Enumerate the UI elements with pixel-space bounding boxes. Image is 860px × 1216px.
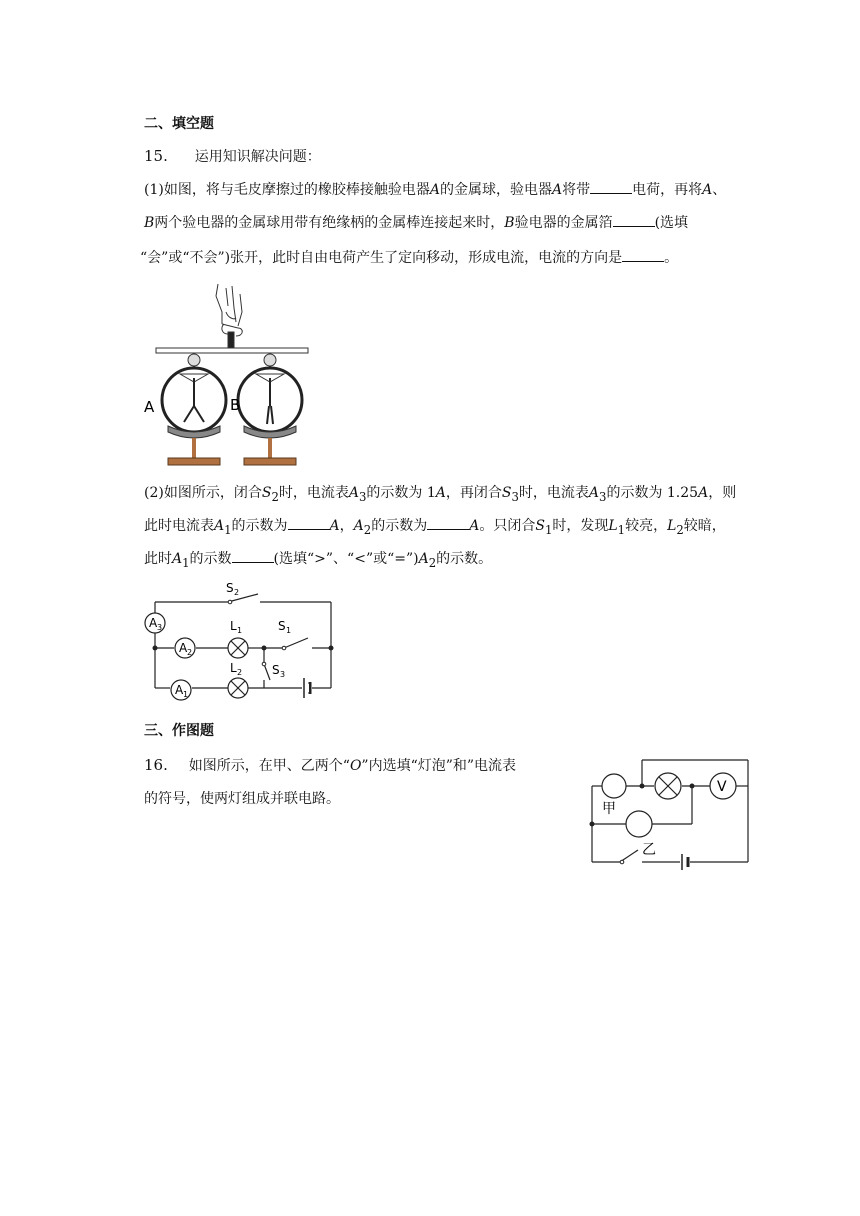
var: A: [172, 551, 183, 567]
answer-blank[interactable]: [232, 550, 274, 563]
var: A: [348, 485, 359, 501]
text: ，: [339, 518, 354, 534]
lamp-l1-icon: [228, 638, 248, 658]
var: A: [469, 518, 480, 534]
var: A: [698, 485, 709, 501]
text: 此时电流表: [144, 518, 214, 534]
label-yi: 乙: [642, 842, 656, 858]
text: 验电器的金属箔: [514, 215, 613, 231]
var: A: [214, 518, 225, 534]
label-s1: S: [278, 619, 286, 633]
label: A: [149, 616, 158, 630]
text: 如图所示，在甲、乙两个“: [188, 758, 350, 774]
text: ”内选填“灯泡”和”电流表: [361, 758, 517, 774]
text: 、: [712, 182, 727, 198]
text: 较亮，: [625, 518, 668, 534]
var: A: [429, 182, 440, 198]
var: L: [608, 518, 618, 534]
text: 。: [664, 250, 679, 266]
question-16-line1: [144, 755, 516, 776]
hand-icon: [216, 284, 242, 348]
var: A: [435, 485, 446, 501]
q15-part2-line2: [144, 516, 726, 540]
question-number: 15.: [144, 147, 168, 165]
label-jia: 甲: [602, 801, 616, 817]
label-a: A: [144, 398, 155, 416]
var: S: [261, 485, 272, 501]
label-v: V: [717, 779, 727, 795]
subscript: 2: [428, 555, 437, 570]
battery-icon: [682, 854, 688, 870]
text: 的示数为: [231, 518, 288, 534]
subscript: 3: [358, 489, 367, 504]
text: 的金属球，验电器: [439, 182, 552, 198]
text: “会”或“不会”)张开，此时自由电荷产生了定向移动，形成电流，电流的方向是: [140, 250, 623, 266]
subscript: 1: [544, 522, 553, 537]
section-heading-fill-blank: 二、填空题: [144, 116, 214, 132]
answer-blank[interactable]: [288, 517, 330, 530]
voltmeter-icon: [710, 773, 736, 799]
label-l1-sub: 1: [237, 626, 243, 635]
text: 。只闭合: [479, 518, 536, 534]
q15-part1-line3: [140, 248, 678, 268]
text: (选填: [654, 215, 689, 231]
subscript: 2: [363, 522, 372, 537]
text: (1)如图，将与毛皮摩擦过的橡胶棒接触验电器: [144, 182, 430, 198]
answer-blank[interactable]: [613, 214, 655, 227]
var: S: [535, 518, 545, 534]
text: 较暗，: [683, 518, 726, 534]
metal-rod: [156, 348, 308, 353]
subscript: 3: [511, 489, 519, 504]
electroscope-b: [238, 354, 302, 465]
text: 时，电流表: [278, 485, 349, 501]
ammeter-a1-icon: [171, 680, 191, 700]
q15-part1-line2: [144, 213, 688, 233]
answer-blank[interactable]: [590, 181, 632, 194]
text: ，再闭合: [445, 485, 502, 501]
text: 的示数。: [436, 551, 493, 567]
lamp-l2-icon: [228, 678, 248, 698]
var: A: [418, 551, 429, 567]
label: A: [175, 683, 184, 697]
label-l2: L: [230, 661, 237, 675]
lamp-icon: [655, 773, 681, 799]
circuit-diagram-q15: [138, 580, 348, 708]
subscript: 1: [617, 522, 626, 537]
subscript: 1: [224, 522, 232, 537]
label-s3: S: [272, 663, 280, 677]
label-sub: 2: [187, 648, 193, 657]
text: (2)如图所示，闭合: [144, 485, 262, 501]
label-s3-sub: 3: [280, 670, 286, 679]
subscript: 2: [676, 522, 684, 537]
var: A: [588, 485, 600, 501]
var: A: [702, 182, 713, 198]
question-number: 16.: [144, 756, 168, 774]
var: S: [501, 485, 512, 501]
subscript: 3: [599, 489, 607, 504]
text: 时，电流表: [518, 485, 589, 501]
ammeter-a2-icon: [175, 638, 195, 658]
answer-blank[interactable]: [427, 517, 469, 530]
label-l2-sub: 2: [237, 668, 243, 677]
section-heading-drawing: 三、作图题: [144, 723, 214, 739]
var: B: [144, 215, 155, 231]
battery-icon: [304, 678, 310, 698]
text: 将带: [562, 182, 591, 198]
text: 此时: [144, 551, 172, 567]
var: L: [667, 518, 677, 534]
text: ，则: [708, 485, 737, 501]
question-prompt: 运用知识解决问题：: [194, 149, 321, 165]
text: (选填“>”、“<”或“=”): [273, 551, 419, 567]
var: B: [504, 215, 515, 231]
label-l1: L: [230, 619, 237, 633]
text: 电荷，再将: [632, 182, 703, 198]
text: 的示数为 1: [366, 485, 436, 501]
var: A: [551, 182, 563, 198]
var: A: [329, 518, 340, 534]
var: O: [349, 758, 362, 774]
label-sub: 1: [183, 690, 189, 699]
label-sub: 3: [157, 623, 163, 632]
electroscope-figure: [138, 282, 318, 470]
label-s2-sub: 2: [234, 588, 240, 597]
blank-circle-yi-icon[interactable]: [626, 811, 652, 837]
text: 的示数为: [371, 518, 428, 534]
text: 的示数: [189, 551, 232, 567]
circuit-diagram-q16: [586, 750, 752, 874]
label-s2: S: [226, 581, 234, 595]
q15-part1-line1: [144, 180, 726, 200]
text: 时，发现: [552, 518, 609, 534]
text: 的示数为 1.25: [606, 485, 699, 501]
q15-part2-line3: [144, 549, 492, 573]
subscript: 2: [271, 489, 279, 504]
subscript: 1: [182, 555, 190, 570]
q15-part2-line1: [144, 483, 736, 507]
label: A: [179, 641, 188, 655]
var: A: [353, 518, 364, 534]
label-s1-sub: 1: [286, 626, 292, 635]
question-16-line2: 的符号，使两灯组成并联电路。: [144, 791, 340, 807]
answer-blank[interactable]: [622, 249, 664, 262]
blank-circle-jia-icon[interactable]: [602, 774, 626, 798]
text: 两个验电器的金属球用带有绝缘柄的金属棒连接起来时，: [154, 215, 505, 231]
ammeter-a3-icon: [145, 613, 165, 633]
question-15-header: [144, 146, 321, 167]
electroscope-a: [162, 354, 226, 465]
label-b: B: [230, 396, 241, 414]
